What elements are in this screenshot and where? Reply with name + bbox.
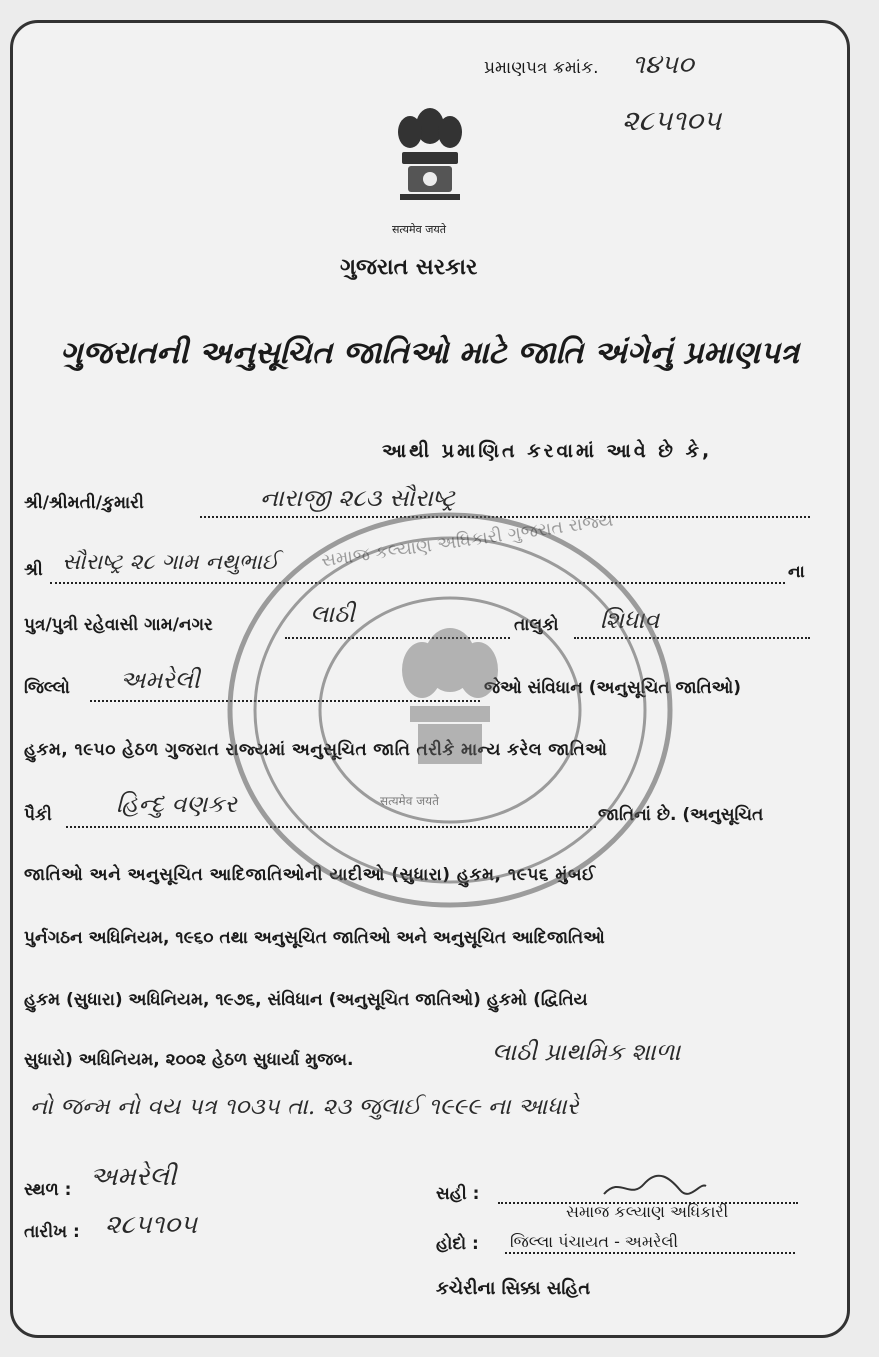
emblem-motto: सत्यमेव जयते [392, 223, 447, 236]
line6-text: જાતિનાં છે. (અનુસૂચિત [598, 805, 764, 825]
intro-text: આથી પ્રમાણિત કરવામાં આવે છે કે, [382, 440, 713, 462]
line4-text: જેઓ સંવિધાન (અનુસૂચિત જાતિઓ) [484, 678, 742, 698]
father-value: સૌરાષ્ટ્ર ૨૮ ગામ નથુભાઈ [62, 550, 279, 575]
caste-value: હિન્દુ વણકર [116, 790, 237, 818]
line10-text: સુધારો) અધિનિયમ, ૨૦૦૨ હેઠળ સુધાર્યા મુજબ. [24, 1050, 354, 1070]
taluka-label: તાલુકો [514, 615, 559, 635]
name-value: નારાજી ૨૮૩ સૌરાષ્ટ્ર [260, 484, 456, 512]
issuer-name: ગુજરાત સરકાર [340, 255, 478, 280]
residence-label: પુત્ર/પુત્રી રહેવાસી ગામ/નગર [24, 615, 213, 635]
line8-text: પુર્નગઠન અધિનિયમ, ૧૯૬૦ તથા અનુસૂચિત જાતિઓ અને અનુસૂચિત આદિજાતિઓ [24, 928, 605, 948]
designation-value: જિલ્લા પંચાયત - અમરેલી [510, 1232, 679, 1251]
signature-icon [600, 1172, 710, 1202]
office-seal-text: કચેરીના સિક્કા સહિત [436, 1278, 591, 1299]
designation-label: હોદો : [436, 1234, 479, 1254]
line9-text: હુકમ (સુધારા) અધિનિયમ, ૧૯૭૬, સંવિધાન (અનુસૂચિત જાતિઓ) હુકમો (દ્વિતિય [24, 990, 588, 1010]
designation-dotted-line [505, 1252, 795, 1254]
ashoka-emblem-icon [380, 96, 480, 221]
sign-label: સહી : [436, 1184, 480, 1204]
district-label: જિલ્લો [24, 678, 70, 698]
stamp-motto: सत्यमेव जयते [380, 794, 439, 808]
taluka-value: શિધાવ [600, 606, 660, 634]
certificate-title: ગુજરાતની અનુસૂચિત જાતિઓ માટે જાતિ અંગેનું પ્રમાણપત્ર [60, 335, 800, 371]
handwritten-note-1: લાઠી પ્રાથમિક શાળા [492, 1038, 681, 1066]
father-suffix: ના [788, 562, 805, 582]
line5-text: હુકમ, ૧૯૫૦ હેઠળ ગુજરાત રાજ્યમાં અનુસૂચિત જાતિ તરીકે માન્ય કરેલ જાતિઓ [24, 740, 608, 760]
date-value: ૨૮૫૧૦૫ [105, 1210, 198, 1240]
stamp-ring-text: સમાજ કલ્યાણ અધિકારી ગુજરાત રાજ્ય [319, 509, 615, 572]
residence-value: લાઠી [310, 600, 355, 628]
caste-label: પૈકી [24, 805, 52, 825]
handwritten-note-2: નો જન્મ નો વય પત્ર ૧૦૩૫ તા. ૨૩ જુલાઈ ૧૯૯૯ ના આધારે [30, 1094, 579, 1120]
line7-text: જાતિઓ અને અનુસૂચિત આદિજાતિઓની યાદીઓ (સુધારા) હુકમ, ૧૯૫૬ મુંબઈ [24, 865, 596, 885]
place-value: અમરેલી [90, 1162, 177, 1192]
certificate-no-date: ૨૮૫૧૦૫ [622, 104, 722, 137]
name-label: શ્રી/શ્રીમતી/કુમારી [24, 493, 144, 513]
officer-title: સમાજ કલ્યાણ અધિકારી [566, 1202, 729, 1221]
district-value: અમરેલી [120, 666, 200, 694]
certificate-no-value: ૧૪૫૦ [632, 50, 694, 80]
father-label: શ્રી [24, 560, 43, 580]
certificate-no-label: પ્રમાણપત્ર ક્રમાંક. [484, 58, 599, 78]
place-label: સ્થળ : [24, 1180, 72, 1200]
date-label: તારીખ : [24, 1222, 80, 1242]
